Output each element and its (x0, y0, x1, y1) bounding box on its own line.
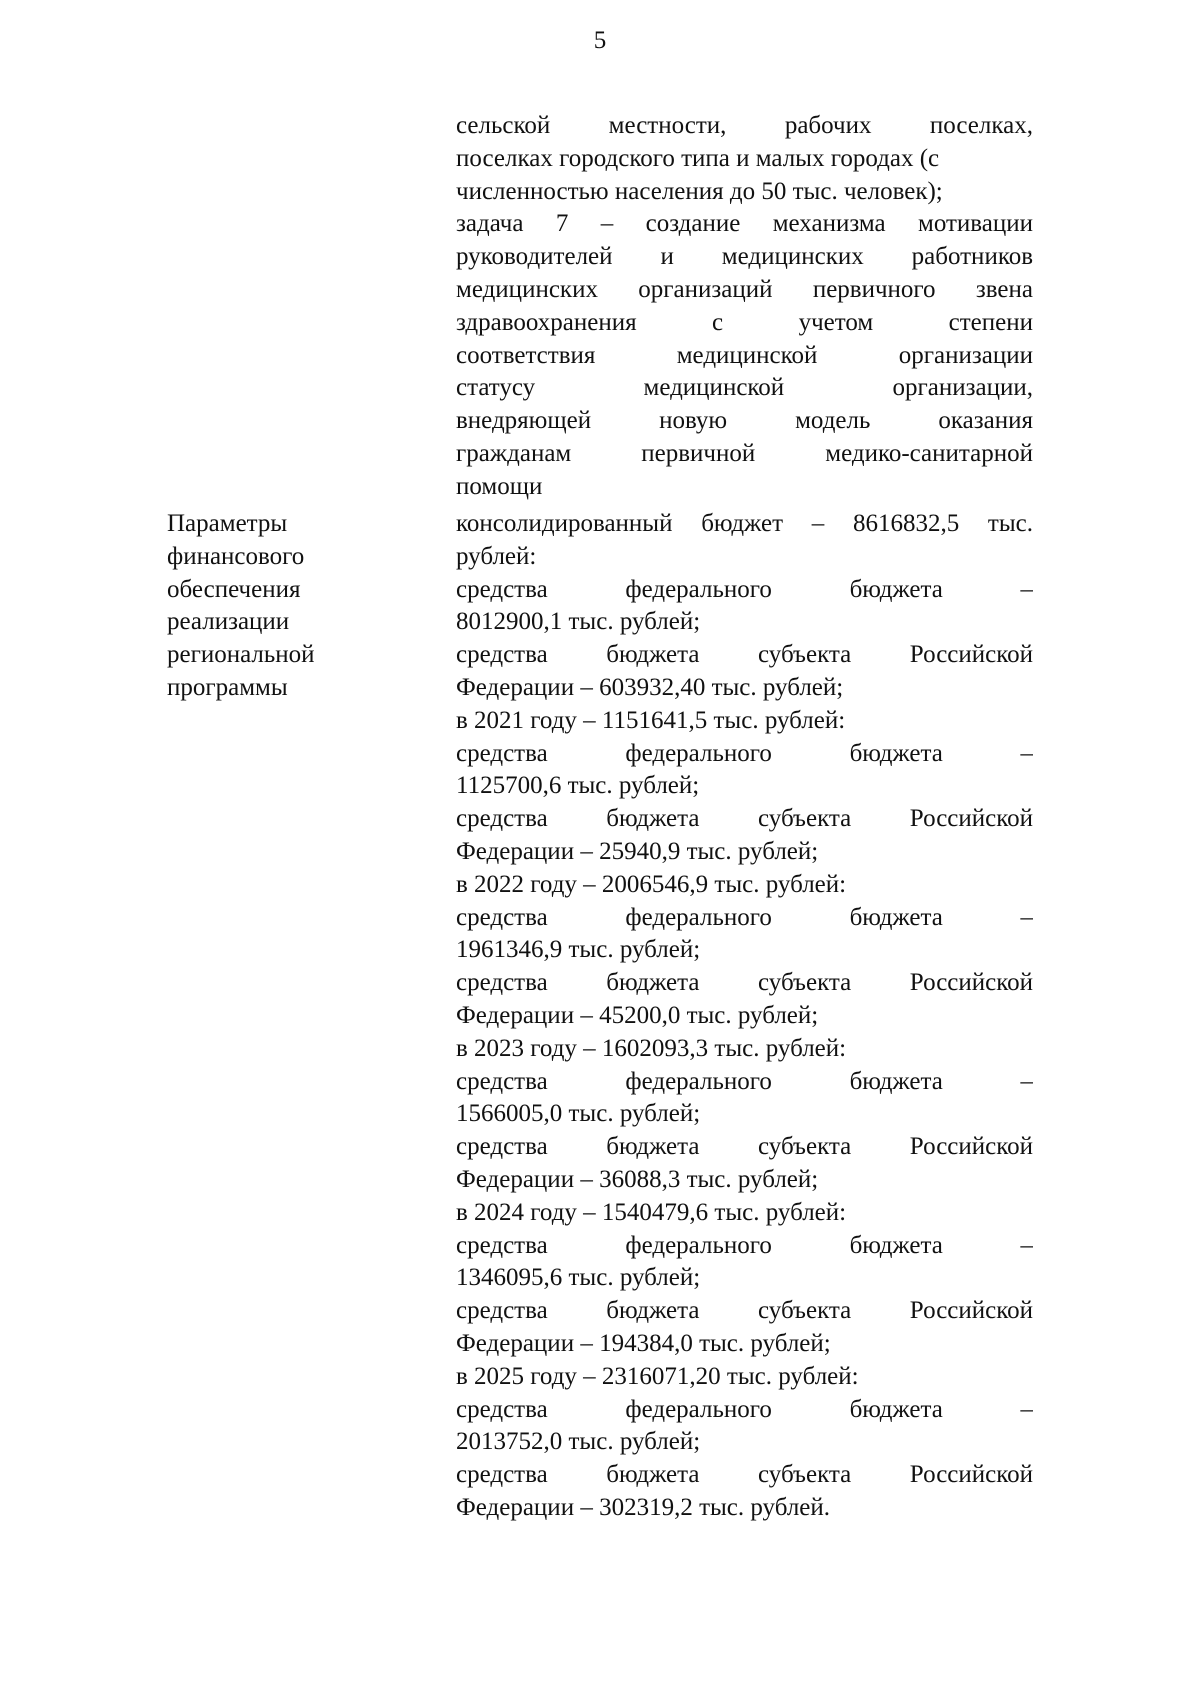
page-number: 5 (593, 27, 607, 54)
financing-text-line: 2013752,0 тыс. рублей; (456, 1428, 701, 1456)
financing-text-line: Федерации – 45200,0 тыс. рублей; (456, 1001, 819, 1029)
financing-text-line: в 2024 году – 1540479,6 тыс. рублей: (456, 1198, 847, 1226)
tasks-text-line: сельской местности, рабочих поселках, (456, 112, 1033, 139)
financing-text-line: 1346095,6 тыс. рублей; (456, 1264, 701, 1292)
financing-text-line: средства бюджета субъекта Российской (456, 1461, 1033, 1489)
tasks-text-line: поселках городского типа и малых городах (с (456, 144, 940, 172)
financing-text-line: консолидированный бюджет – 8616832,5 тыс. (456, 510, 1033, 537)
financing-text-line: средства бюджета субъекта Российской (456, 641, 1033, 669)
financing-text-line: рублей: (456, 542, 537, 570)
financing-text-line: 1566005,0 тыс. рублей; (456, 1100, 701, 1128)
financing-label-line: Параметры (167, 510, 288, 537)
financing-label-line: региональной (167, 641, 315, 669)
financing-label-line: программы (167, 673, 288, 701)
financing-parameters-label (167, 508, 357, 705)
financing-text-line: Федерации – 36088,3 тыс. рублей; (456, 1165, 819, 1193)
tasks-text-line: руководителей и медицинских работников (456, 243, 1033, 271)
financing-label-line: реализации (167, 608, 290, 636)
tasks-text-line: соответствия медицинской организации (456, 341, 1033, 369)
financing-text-line: в 2021 году – 1151641,5 тыс. рублей: (456, 706, 846, 734)
tasks-text-line: гражданам первичной медико-санитарной (456, 439, 1033, 467)
financing-text-line: средства федерального бюджета – (456, 1231, 1033, 1259)
financing-text-line: Федерации – 25940,9 тыс. рублей; (456, 837, 819, 865)
financing-text-line: средства бюджета субъекта Российской (456, 969, 1033, 997)
tasks-description-block (456, 110, 1033, 504)
financing-text-line: средства федерального бюджета – (456, 903, 1033, 931)
financing-text-line: Федерации – 603932,40 тыс. рублей; (456, 673, 844, 701)
financing-text-line: 1961346,9 тыс. рублей; (456, 936, 701, 964)
tasks-text-line: задача 7 – создание механизма мотивации (456, 210, 1033, 238)
financing-text-line: средства бюджета субъекта Российской (456, 1297, 1033, 1325)
financing-text-line: Федерации – 302319,2 тыс. рублей. (456, 1493, 831, 1521)
financing-text-line: средства федерального бюджета – (456, 1395, 1033, 1423)
tasks-text-line: численностью населения до 50 тыс. человек); (456, 177, 943, 205)
financing-label-line: обеспечения (167, 575, 301, 603)
financing-text-line: в 2023 году – 1602093,3 тыс. рублей: (456, 1034, 847, 1062)
financing-text-line: средства федерального бюджета – (456, 1067, 1033, 1095)
tasks-text-line: здравоохранения с учетом степени (456, 308, 1033, 336)
financing-text-line: Федерации – 194384,0 тыс. рублей; (456, 1329, 831, 1357)
financing-text-line: средства федерального бюджета – (456, 575, 1033, 603)
financing-text-line: средства бюджета субъекта Российской (456, 1133, 1033, 1161)
financing-parameters-values (456, 508, 1033, 1525)
tasks-text-line: помощи (456, 472, 543, 500)
financing-label-line: финансового (167, 542, 305, 570)
tasks-text-line: статусу медицинской организации, (456, 374, 1033, 402)
financing-text-line: 8012900,1 тыс. рублей; (456, 608, 701, 636)
financing-text-line: в 2022 году – 2006546,9 тыс. рублей: (456, 870, 847, 898)
financing-text-line: 1125700,6 тыс. рублей; (456, 772, 700, 800)
financing-text-line: средства федерального бюджета – (456, 739, 1033, 767)
financing-text-line: средства бюджета субъекта Российской (456, 805, 1033, 833)
tasks-text-line: медицинских организаций первичного звена (456, 275, 1033, 303)
financing-text-line: в 2025 году – 2316071,20 тыс. рублей: (456, 1362, 859, 1390)
tasks-text-line: внедряющей новую модель оказания (456, 407, 1033, 435)
